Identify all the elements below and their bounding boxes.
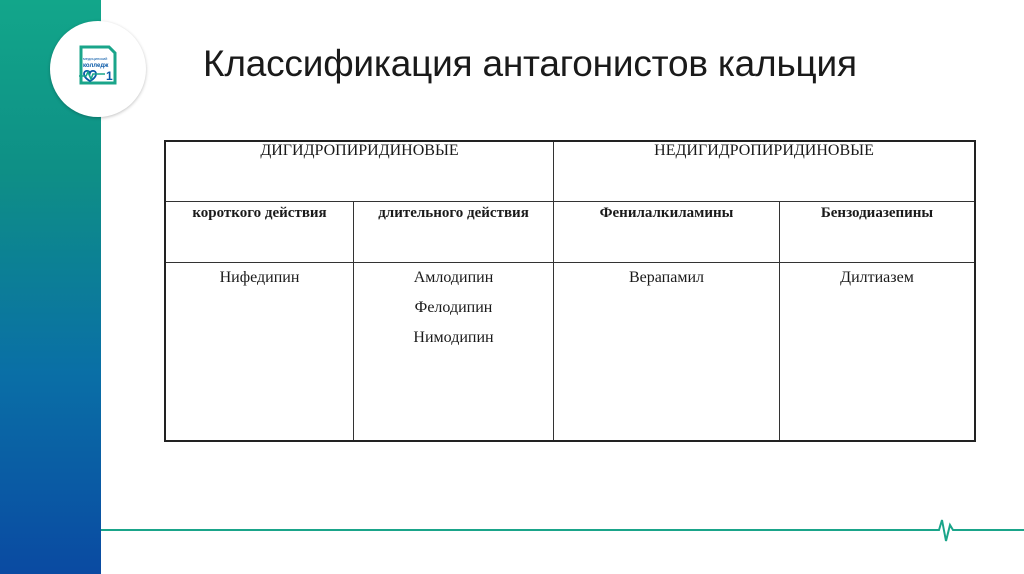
group-non-dihydropyridine: НЕДИГИДРОПИРИДИНОВЫЕ	[554, 141, 976, 202]
subgroup-benzodiazepines: Бензодиазепины	[780, 202, 976, 263]
drug-name: Амлодипин	[413, 269, 494, 286]
subgroup-short-acting: короткого действия	[165, 202, 354, 263]
drugs-phenylalkylamines	[554, 263, 780, 442]
drug-name: Дилтиазем	[840, 269, 914, 286]
group-dihydropyridine: ДИГИДРОПИРИДИНОВЫЕ	[165, 141, 554, 202]
table-row-subgroups	[165, 202, 975, 263]
drugs-short-acting	[165, 263, 354, 442]
page-title: Классификация антагонистов кальция	[203, 43, 857, 84]
table-row-drugs	[165, 263, 975, 442]
subgroup-long-acting: длительного действия	[354, 202, 554, 263]
table-row-groups	[165, 141, 975, 202]
logo-text-main: колледж	[83, 63, 109, 69]
logo-number: 1	[106, 69, 113, 83]
subgroup-phenylalkylamines: Фенилалкиламины	[554, 202, 780, 263]
pulse-line-decoration	[101, 515, 1024, 545]
drug-name: Нифедипин	[219, 269, 300, 286]
classification-table	[164, 140, 976, 442]
drug-name: Нимодипин	[413, 329, 494, 346]
drugs-benzodiazepines	[780, 263, 976, 442]
logo-emblem-icon	[75, 43, 121, 95]
drug-name: Верапамил	[629, 269, 704, 286]
logo-text-top: медицинский	[83, 56, 108, 61]
drug-name: Фелодипин	[414, 299, 493, 316]
drugs-long-acting	[354, 263, 554, 442]
college-logo	[50, 21, 146, 117]
